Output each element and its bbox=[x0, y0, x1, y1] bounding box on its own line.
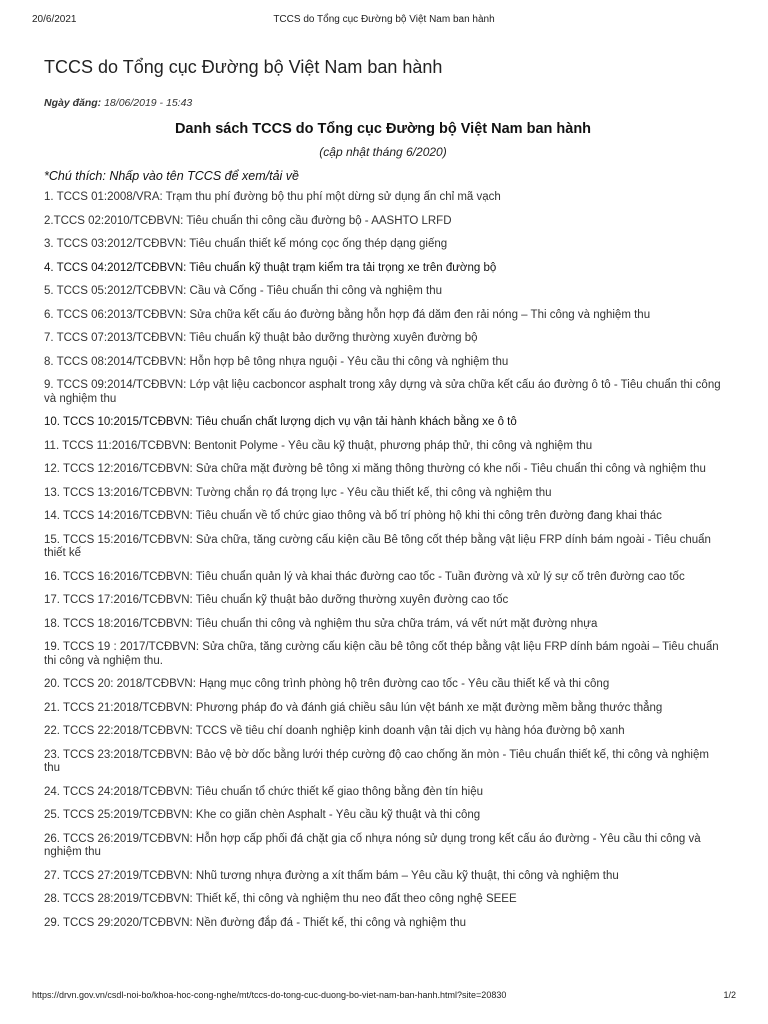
standard-link[interactable]: 7. TCCS 07:2013/TCĐBVN: Tiêu chuẩn kỹ thuật bảo dưỡng thường xuyên đường bộ bbox=[44, 332, 478, 344]
standard-link[interactable]: 19. TCCS 19 : 2017/TCĐBVN: Sửa chữa, tăng cường cấu kiện cầu bê tông cốt thép bằng vật liệu FRP dính bám ngoài – Tiêu chuẩn thi công và nghiệm thu. bbox=[44, 641, 719, 667]
standard-link[interactable]: 3. TCCS 03:2012/TCĐBVN: Tiêu chuẩn thiết kế móng cọc ống thép dạng giếng bbox=[44, 238, 448, 250]
standard-link[interactable]: 17. TCCS 17:2016/TCĐBVN: Tiêu chuẩn kỹ thuật bảo dưỡng thường xuyên đường cao tốc bbox=[44, 594, 509, 606]
standard-link[interactable]: 4. TCCS 04:2012/TCĐBVN: Tiêu chuẩn kỹ thuật trạm kiểm tra tải trọng xe trên đường bộ bbox=[44, 261, 497, 274]
standard-link[interactable]: 6. TCCS 06:2013/TCĐBVN: Sửa chữa kết cấu áo đường bằng hỗn hợp đá dăm đen rải nóng – Thi công và nghiệm thu bbox=[44, 308, 651, 321]
standard-link[interactable]: 10. TCCS 10:2015/TCĐBVN: Tiêu chuẩn chất lượng dịch vụ vận tải hành khách bằng xe ô tô bbox=[44, 416, 517, 428]
list-title: Danh sách TCCS do Tổng cục Đường bộ Việt Nam ban hành bbox=[174, 121, 592, 137]
standard-link[interactable]: 14. TCCS 14:2016/TCĐBVN: Tiêu chuẩn về tổ chức giao thông và bố trí phòng hộ khi thi công trên đường đang khai thác bbox=[44, 510, 662, 522]
standard-link[interactable]: 22. TCCS 22:2018/TCĐBVN: TCCS về tiêu chí doanh nghiệp kinh doanh vận tải dịch vụ hàng hóa đường bộ xanh bbox=[44, 725, 625, 737]
article-content bbox=[44, 54, 722, 940]
print-header bbox=[32, 14, 736, 28]
standard-link[interactable]: 11. TCCS 11:2016/TCĐBVN: Bentonit Polyme - Yêu cầu kỹ thuật, phương pháp thử, thi công và nghiệm thu bbox=[44, 439, 593, 452]
standard-link[interactable]: 5. TCCS 05:2012/TCĐBVN: Cầu và Cống - Tiêu chuẩn thi công và nghiệm thu bbox=[44, 285, 443, 297]
standard-link[interactable]: 27. TCCS 27:2019/TCĐBVN: Nhũ tương nhựa đường a xít thấm bám – Yêu cầu kỹ thuật, thi công và nghiệm thu bbox=[44, 869, 619, 882]
standard-link[interactable]: 29. TCCS 29:2020/TCĐBVN: Nền đường đắp đá - Thiết kế, thi công và nghiệm thu bbox=[44, 916, 467, 929]
print-title: TCCS do Tổng cục Đường bộ Việt Nam ban hành bbox=[273, 14, 495, 25]
standard-link[interactable]: 18. TCCS 18:2016/TCĐBVN: Tiêu chuẩn thi công và nghiệm thu sửa chữa trám, vá vết nứt mặt đường nhựa bbox=[44, 617, 598, 630]
standard-link[interactable]: 28. TCCS 28:2019/TCĐBVN: Thiết kế, thi công và nghiệm thu neo đất theo công nghệ SEEE bbox=[44, 893, 517, 905]
print-date: 20/6/2021 bbox=[32, 14, 77, 25]
list-subtitle: (cập nhật tháng 6/2020) bbox=[319, 145, 447, 159]
standard-link[interactable]: 9. TCCS 09:2014/TCĐBVN: Lớp vật liệu cacboncor asphalt trong xây dựng và sửa chữa kết cấu áo đường ô tô - Tiêu chuẩn thi công và nghiệm thu bbox=[44, 379, 721, 405]
standards-list bbox=[44, 191, 722, 930]
standard-link[interactable]: 21. TCCS 21:2018/TCĐBVN: Phương pháp đo và đánh giá chiều sâu lún vệt bánh xe mặt đường mềm bằng thước thẳng bbox=[44, 701, 663, 714]
standard-link[interactable]: 25. TCCS 25:2019/TCĐBVN: Khe co giãn chèn Asphalt - Yêu cầu kỹ thuật và thi công bbox=[44, 809, 481, 821]
standard-link[interactable]: 13. TCCS 13:2016/TCĐBVN: Tường chắn rọ đá trọng lực - Yêu cầu thiết kế, thi công và nghiệm thu bbox=[44, 486, 552, 499]
standard-link[interactable]: 2.TCCS 02:2010/TCĐBVN: Tiêu chuẩn thi công cầu đường bộ - AASHTO LRFD bbox=[44, 214, 452, 227]
post-date bbox=[44, 97, 722, 109]
standard-link[interactable]: 1. TCCS 01:2008/VRA: Trạm thu phí đường bộ thu phí một dừng sử dụng ấn chỉ mã vạch bbox=[44, 191, 501, 203]
standard-link[interactable]: 20. TCCS 20: 2018/TCĐBVN: Hạng mục công trình phòng hộ trên đường cao tốc - Yêu cầu thiết kế và thi công bbox=[44, 678, 610, 690]
standard-link[interactable]: 8. TCCS 08:2014/TCĐBVN: Hỗn hợp bê tông nhựa nguội - Yêu cầu thi công và nghiệm thu bbox=[44, 355, 509, 368]
post-date-value: 18/06/2019 - 15:43 bbox=[104, 97, 193, 109]
standard-link[interactable]: 23. TCCS 23:2018/TCĐBVN: Bảo vệ bờ dốc bằng lưới thép cường độ cao chống ăn mòn - Tiêu chuẩn thiết kế, thi công và nghiệm thu bbox=[44, 748, 709, 774]
print-url: https://drvn.gov.vn/csdl-noi-bo/khoa-hoc-cong-nghe/mt/tccs-do-tong-cuc-duong-bo-viet-nam-ban-hanh.html?site=20830 bbox=[32, 990, 507, 1000]
page-number: 1/2 bbox=[723, 990, 736, 1000]
page-title: TCCS do Tổng cục Đường bộ Việt Nam ban hành bbox=[44, 57, 443, 77]
standard-link[interactable]: 15. TCCS 15:2016/TCĐBVN: Sửa chữa, tăng cường cấu kiện cầu Bê tông cốt thép bằng vật liệu FRP dính bám ngoài - Tiêu chuẩn thiết kế bbox=[44, 533, 711, 559]
standard-link[interactable]: 16. TCCS 16:2016/TCĐBVN: Tiêu chuẩn quản lý và khai thác đường cao tốc - Tuần đường và xử lý sự cố trên đường cao tốc bbox=[44, 570, 685, 583]
standard-link[interactable]: 24. TCCS 24:2018/TCĐBVN: Tiêu chuẩn tổ chức thiết kế giao thông bằng đèn tín hiệu bbox=[44, 785, 484, 798]
note: *Chú thích: Nhấp vào tên TCCS để xem/tải về bbox=[44, 169, 299, 183]
print-footer bbox=[32, 990, 736, 1002]
standard-link[interactable]: 12. TCCS 12:2016/TCĐBVN: Sửa chữa mặt đường bê tông xi măng thông thường có khe nối - Tiêu chuẩn thi công và nghiệm thu bbox=[44, 463, 706, 475]
post-date-label: Ngày đăng: bbox=[44, 97, 102, 109]
standard-link[interactable]: 26. TCCS 26:2019/TCĐBVN: Hỗn hợp cấp phối đá chặt gia cố nhựa nóng sử dụng trong kết cấu áo đường - Yêu cầu thi công và nghiệm thu bbox=[44, 832, 701, 858]
